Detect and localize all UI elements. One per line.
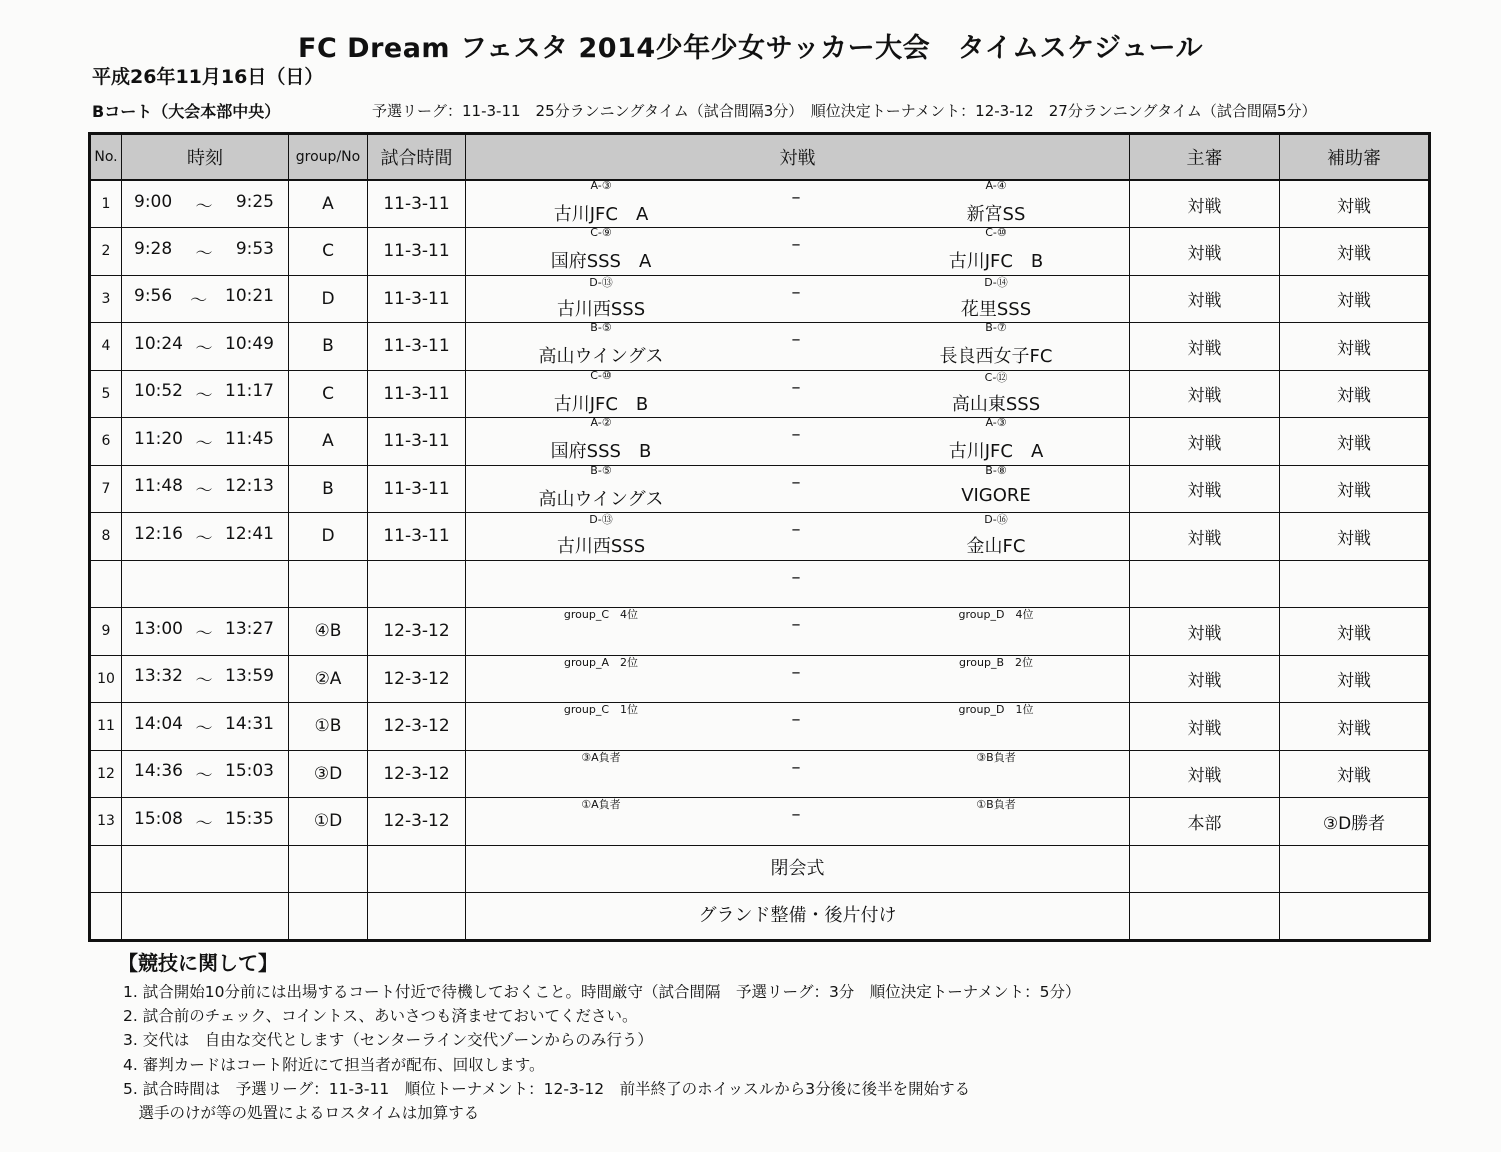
duration-cell: 11-3-11 [368, 228, 466, 276]
note-item: 5. 試合時間は 予選リーグ：11-3-11 順位トーナメント：12-3-12 前半終了のホイッスルから3分後に後半を開始する [123, 1079, 971, 1098]
away-team: VIGORE [961, 484, 1031, 506]
match-cell [466, 465, 1130, 513]
time-separator: 〜 [190, 291, 208, 312]
col-match: 対戦 [466, 134, 1130, 181]
time-separator: 〜 [195, 338, 213, 359]
end-time: 12:13 [225, 476, 274, 497]
versus-dash: – [791, 187, 801, 208]
end-time: 13:59 [225, 666, 274, 687]
end-time: 9:25 [235, 191, 274, 212]
match-cell [466, 608, 1130, 656]
time-cell [122, 798, 289, 846]
duration-cell: 12-3-12 [368, 608, 466, 656]
col-assistant: 補助審 [1280, 134, 1430, 181]
group-cell [289, 560, 368, 608]
ceremony-row [90, 845, 1430, 893]
duration-cell: 12-3-12 [368, 703, 466, 751]
versus-dash: – [791, 471, 801, 493]
group-cell: ③D [289, 750, 368, 798]
time-separator: 〜 [195, 528, 213, 549]
away-team: 古川JFC B [948, 251, 1044, 273]
start-time: 9:56 [134, 286, 173, 307]
time-cell [122, 560, 289, 608]
home-slot-label: ①A負者 [581, 798, 621, 812]
home-slot-label: C-⑨ [590, 226, 612, 240]
time-separator: 〜 [195, 196, 213, 217]
start-time: 13:32 [134, 666, 183, 687]
away-slot-label: C-⑫ [984, 370, 1008, 384]
match-no: 3 [90, 275, 122, 323]
match-cell [466, 703, 1130, 751]
col-no: No. [90, 134, 122, 181]
match-cell [466, 370, 1130, 418]
match-cell [466, 655, 1130, 703]
col-referee: 主審 [1130, 134, 1280, 181]
home-slot-label: group_C 1位 [563, 703, 639, 717]
referee-cell: 対戦 [1130, 228, 1280, 276]
assistant-cell: 対戦 [1280, 655, 1430, 703]
table-row [90, 655, 1430, 703]
header-row [90, 134, 1430, 181]
notes-section [118, 947, 1081, 1125]
home-slot-label: D-⑬ [589, 513, 613, 527]
group-cell: A [289, 418, 368, 466]
duration-cell: 12-3-12 [368, 655, 466, 703]
duration-cell: 11-3-11 [368, 323, 466, 371]
match-no: 5 [90, 370, 122, 418]
end-time: 11:45 [225, 428, 274, 449]
away-slot-label: D-⑭ [984, 275, 1008, 289]
duration-cell: 11-3-11 [368, 513, 466, 561]
home-slot-label: A-② [590, 416, 612, 430]
end-time: 11:17 [225, 381, 274, 402]
referee-cell: 対戦 [1130, 418, 1280, 466]
duration-cell [368, 560, 466, 608]
referee-cell: 対戦 [1130, 513, 1280, 561]
table-row [90, 798, 1430, 846]
start-time: 9:00 [134, 191, 173, 212]
assistant-cell: ③D勝者 [1280, 798, 1430, 846]
away-slot-label: group_D 4位 [958, 608, 1034, 622]
group-cell: ①D [289, 798, 368, 846]
away-slot-label: A-④ [985, 179, 1007, 192]
time-cell [122, 275, 289, 323]
assistant-cell: 対戦 [1280, 323, 1430, 371]
assistant-cell: 対戦 [1280, 703, 1430, 751]
versus-dash: – [791, 424, 801, 446]
end-time: 13:27 [225, 618, 274, 639]
col-time: 時刻 [122, 134, 289, 181]
away-slot-label: group_B 2位 [959, 655, 1033, 669]
away-team: 古川JFC A [948, 441, 1044, 463]
match-cell [466, 275, 1130, 323]
time-cell [122, 180, 289, 228]
assistant-cell: 対戦 [1280, 275, 1430, 323]
referee-cell: 対戦 [1130, 655, 1280, 703]
duration-cell: 11-3-11 [368, 465, 466, 513]
duration-cell: 11-3-11 [368, 180, 466, 228]
away-team: 高山東SSS [951, 393, 1041, 415]
assistant-cell: 対戦 [1280, 370, 1430, 418]
time-cell [122, 370, 289, 418]
table-row [90, 323, 1430, 371]
time-separator: 〜 [195, 623, 213, 644]
table-row [90, 703, 1430, 751]
versus-dash: – [791, 329, 801, 351]
start-time: 15:08 [134, 808, 183, 829]
away-slot-label: ③B負者 [976, 750, 1016, 764]
group-cell: C [289, 228, 368, 276]
match-no: 6 [90, 418, 122, 466]
note-item: 選手のけが等の処置によるロスタイムは加算する [123, 1104, 480, 1123]
schedule-table [88, 132, 1431, 942]
match-no: 11 [90, 703, 122, 751]
home-slot-label: group_C 4位 [563, 608, 639, 622]
notes-title: 【競技に関して】 [118, 951, 278, 975]
time-separator: 〜 [195, 766, 213, 787]
versus-dash: – [791, 376, 801, 398]
home-team: 国府SSS B [550, 441, 652, 463]
ceremony-label: 閉会式 [466, 845, 1130, 893]
court-label: Bコート（大会本部中央） [92, 102, 281, 121]
assistant-cell: 対戦 [1280, 513, 1430, 561]
table-row [90, 750, 1430, 798]
versus-dash: – [791, 234, 801, 256]
referee-cell: 本部 [1130, 798, 1280, 846]
referee-cell: 対戦 [1130, 608, 1280, 656]
away-slot-label: B-⑦ [985, 321, 1007, 335]
versus-dash: – [791, 566, 801, 588]
time-cell [122, 655, 289, 703]
home-slot-label: B-⑤ [590, 321, 612, 335]
away-slot-label: ①B負者 [976, 798, 1016, 812]
start-time: 11:20 [134, 428, 183, 449]
note-item: 3. 交代は 自由な交代とします（センターライン交代ゾーンからのみ行う） [123, 1031, 653, 1050]
end-time: 12:41 [225, 523, 274, 544]
table-row [90, 560, 1430, 608]
group-cell: B [289, 323, 368, 371]
assistant-cell: 対戦 [1280, 465, 1430, 513]
home-slot-label: B-⑤ [590, 463, 612, 477]
group-cell: ①B [289, 703, 368, 751]
assistant-cell: 対戦 [1280, 418, 1430, 466]
note-item: 2. 試合前のチェック、コイントス、あいさつも済ませておいてください。 [123, 1007, 638, 1026]
match-no: 9 [90, 608, 122, 656]
match-no: 13 [90, 798, 122, 846]
group-cell: B [289, 465, 368, 513]
group-cell: ④B [289, 608, 368, 656]
time-separator: 〜 [195, 813, 213, 834]
group-cell: D [289, 513, 368, 561]
time-cell [122, 703, 289, 751]
referee-cell: 対戦 [1130, 703, 1280, 751]
match-no: 2 [90, 228, 122, 276]
match-cell [466, 323, 1130, 371]
group-cell: C [289, 370, 368, 418]
rules-summary: 予選リーグ：11-3-11 25分ランニングタイム（試合間隔3分） 順位決定トーナメント：12-3-12 27分ランニングタイム（試合間隔5分） [372, 102, 1317, 120]
away-team: 長良西女子FC [939, 346, 1053, 368]
table-row [90, 370, 1430, 418]
versus-dash: – [791, 614, 801, 636]
versus-dash: – [791, 281, 801, 303]
end-time: 15:35 [225, 808, 274, 829]
end-time: 10:49 [225, 333, 274, 354]
time-cell [122, 750, 289, 798]
time-separator: 〜 [195, 386, 213, 407]
duration-cell: 12-3-12 [368, 798, 466, 846]
home-team: 古川JFC A [553, 204, 649, 225]
away-team: 新宮SS [966, 204, 1026, 225]
start-time: 13:00 [134, 618, 183, 639]
duration-cell: 12-3-12 [368, 750, 466, 798]
time-cell [122, 465, 289, 513]
referee-cell: 対戦 [1130, 750, 1280, 798]
time-cell [122, 608, 289, 656]
away-team: 花里SSS [960, 298, 1032, 320]
home-team: 高山ウイングス [538, 488, 664, 510]
referee-cell: 対戦 [1130, 465, 1280, 513]
start-time: 9:28 [134, 238, 173, 259]
referee-cell: 対戦 [1130, 275, 1280, 323]
home-slot-label: ③A負者 [581, 750, 621, 764]
match-cell [466, 560, 1130, 608]
match-no: 7 [90, 465, 122, 513]
match-no: 8 [90, 513, 122, 561]
start-time: 11:48 [134, 476, 183, 497]
end-time: 15:03 [225, 761, 274, 782]
away-slot-label: C-⑩ [985, 226, 1007, 240]
duration-cell: 11-3-11 [368, 275, 466, 323]
start-time: 10:52 [134, 381, 183, 402]
assistant-cell: 対戦 [1280, 608, 1430, 656]
home-team: 古川JFC B [553, 393, 649, 415]
away-slot-label: B-⑧ [985, 463, 1007, 477]
home-team: 高山ウイングス [538, 346, 664, 368]
home-slot-label: D-⑬ [589, 275, 613, 289]
event-date: 平成26年11月16日（日） [92, 66, 324, 88]
assistant-cell: 対戦 [1280, 180, 1430, 228]
col-duration: 試合時間 [368, 134, 466, 181]
time-separator: 〜 [195, 433, 213, 454]
group-cell: ②A [289, 655, 368, 703]
versus-dash: – [791, 519, 801, 541]
start-time: 14:04 [134, 713, 183, 734]
match-no: 1 [90, 180, 122, 228]
home-slot-label: A-③ [590, 179, 612, 192]
match-no: 10 [90, 655, 122, 703]
end-time: 10:21 [225, 286, 274, 307]
time-cell [122, 228, 289, 276]
match-cell [466, 180, 1130, 228]
time-separator: 〜 [195, 481, 213, 502]
ceremony-label: グランド整備・後片付け [466, 893, 1130, 941]
assistant-cell [1280, 560, 1430, 608]
home-team: 国府SSS A [550, 251, 652, 273]
col-group: group/No [289, 134, 368, 181]
note-item: 4. 審判カードはコート附近にて担当者が配布、回収します。 [123, 1055, 545, 1074]
table-row [90, 275, 1430, 323]
away-slot-label: A-③ [985, 416, 1007, 430]
assistant-cell: 対戦 [1280, 750, 1430, 798]
start-time: 10:24 [134, 333, 183, 354]
versus-dash: – [791, 804, 801, 826]
note-item: 1. 試合開始10分前には出場するコート付近で待機しておくこと。時間厳守（試合間隔 予選リーグ：3分 順位決定トーナメント：5分） [123, 983, 1081, 1001]
table-row [90, 465, 1430, 513]
ceremony-row [90, 893, 1430, 941]
versus-dash: – [791, 756, 801, 778]
page-title: FC Dream フェスタ 2014少年少女サッカー大会 タイムスケジュール [298, 33, 1203, 64]
referee-cell: 対戦 [1130, 323, 1280, 371]
home-team: 古川西SSS [556, 298, 646, 320]
end-time: 14:31 [225, 713, 274, 734]
table-row [90, 513, 1430, 561]
time-cell [122, 418, 289, 466]
home-team: 古川西SSS [556, 536, 646, 558]
start-time: 12:16 [134, 523, 183, 544]
table-row [90, 228, 1430, 276]
away-team: 金山FC [966, 536, 1026, 558]
referee-cell: 対戦 [1130, 370, 1280, 418]
match-cell [466, 513, 1130, 561]
table-row [90, 608, 1430, 656]
start-time: 14:36 [134, 761, 183, 782]
table-row [90, 180, 1430, 228]
duration-cell: 11-3-11 [368, 370, 466, 418]
time-separator: 〜 [195, 718, 213, 739]
time-separator: 〜 [195, 243, 213, 264]
versus-dash: – [791, 709, 801, 731]
end-time: 9:53 [235, 238, 274, 259]
duration-cell: 11-3-11 [368, 418, 466, 466]
time-separator: 〜 [195, 671, 213, 692]
time-cell [122, 323, 289, 371]
group-cell: D [289, 275, 368, 323]
time-cell [122, 513, 289, 561]
table-row [90, 418, 1430, 466]
match-cell [466, 798, 1130, 846]
away-slot-label: group_D 1位 [958, 703, 1034, 717]
home-slot-label: group_A 2位 [564, 655, 638, 669]
match-cell [466, 750, 1130, 798]
match-cell [466, 418, 1130, 466]
match-no [90, 560, 122, 608]
referee-cell: 対戦 [1130, 180, 1280, 228]
group-cell: A [289, 180, 368, 228]
assistant-cell: 対戦 [1280, 228, 1430, 276]
match-no: 4 [90, 323, 122, 371]
match-cell [466, 228, 1130, 276]
home-slot-label: C-⑩ [590, 368, 612, 382]
away-slot-label: D-⑯ [984, 513, 1008, 527]
versus-dash: – [791, 661, 801, 683]
referee-cell [1130, 560, 1280, 608]
match-no: 12 [90, 750, 122, 798]
